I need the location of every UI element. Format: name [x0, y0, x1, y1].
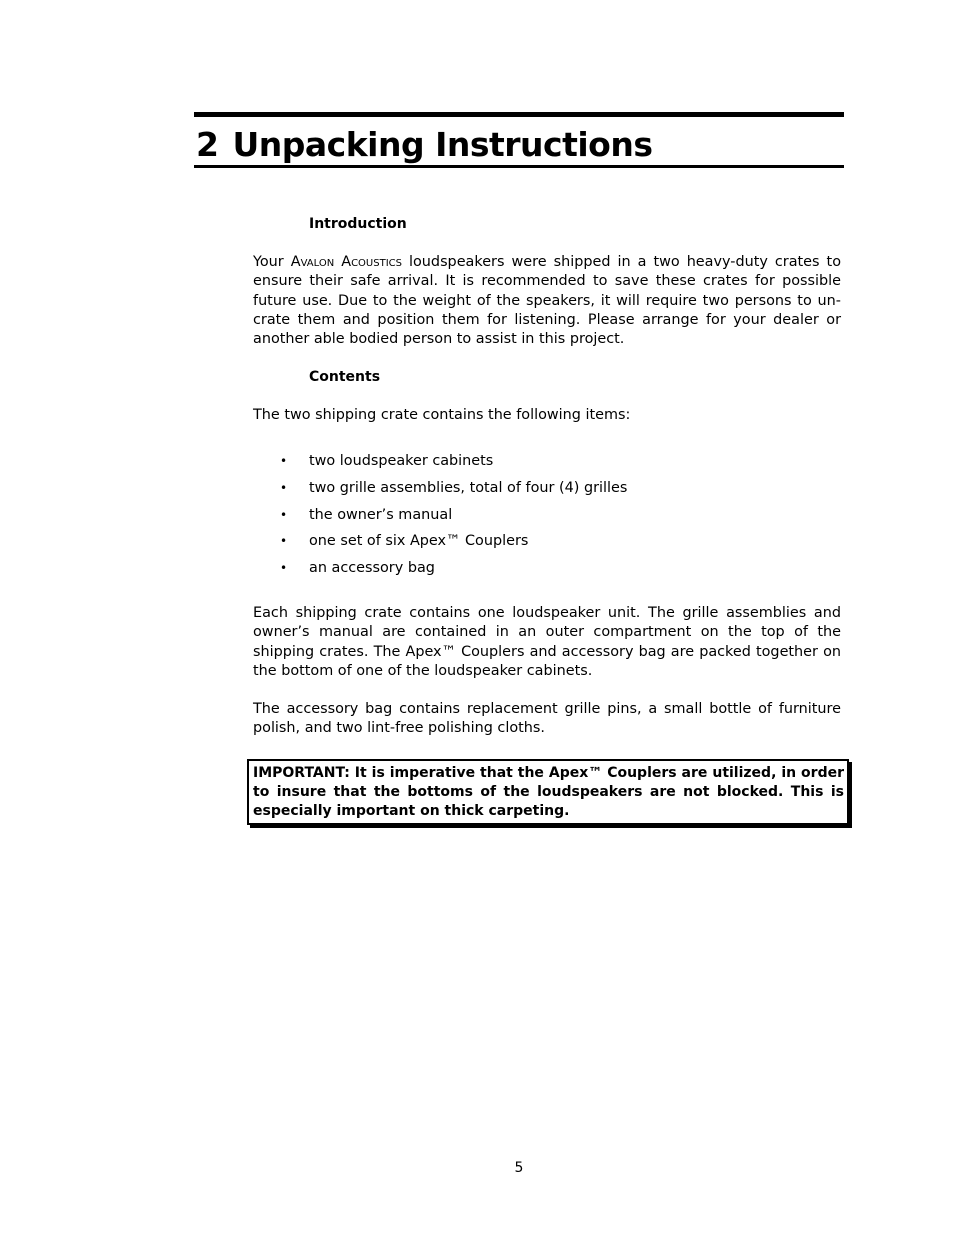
list-item-label: one set of six Apex™ Couplers	[309, 533, 529, 550]
list-item-label: two loudspeaker cabinets	[309, 453, 494, 469]
chapter-title	[196, 125, 652, 165]
shipping-crate-paragraph: Each shipping crate contains one loudspeaker unit. The grille assemblies and owner’s manual are contained in an outer compartment on the top of the shipping crates. The Apex™ Couplers and accessory bag are packed together on the bottom of one of the loudspeaker cabinets.	[253, 605, 841, 679]
important-note-box: IMPORTANT: It is imperative that the Apex™ Couplers are utilized, in order to insure that the bottoms of the loudspeakers are not blocked. This is especially important on thick carpeting.	[247, 759, 849, 825]
chapter-title-text: Unpacking Instructions	[232, 125, 653, 164]
chapter-heading	[194, 112, 844, 168]
intro-text-after-brand: loudspeakers were shipped in a two heavy-duty crates to ensure their safe arrival. It is recommended to save these crates for possible future use. Due to the weight of the speakers, it will require two persons to un-crate them and position them for listening. Please arrange for your dealer or another able bodied person to assist in this project.	[253, 254, 842, 348]
list-item	[253, 478, 813, 505]
bullet-icon: •	[280, 561, 288, 576]
bullet-icon: •	[280, 534, 288, 549]
contents-heading: Contents	[309, 369, 381, 385]
list-item-label: two grille assemblies, total of four (4) grilles	[309, 479, 628, 496]
list-item-label: an accessory bag	[309, 560, 435, 577]
chapter-number: 2	[196, 125, 219, 164]
introduction-paragraph	[253, 253, 841, 349]
accessory-bag-paragraph: The accessory bag contains replacement grille pins, a small bottle of furniture polish, and two lint-free polishing cloths.	[253, 701, 841, 737]
list-item	[253, 451, 813, 478]
page-number: 5	[514, 1160, 524, 1176]
intro-text-before-brand: Your	[253, 254, 291, 270]
contents-lead: The two shipping crate contains the following items:	[253, 407, 631, 423]
list-item	[253, 505, 813, 532]
bullet-icon: •	[280, 454, 288, 468]
contents-list	[253, 451, 813, 585]
introduction-heading: Introduction	[309, 216, 407, 232]
bullet-icon: •	[280, 507, 288, 522]
brand-name: Avalon Acoustics	[290, 254, 402, 270]
list-item	[253, 558, 813, 585]
list-item-label: the owner’s manual	[309, 506, 453, 523]
bullet-icon: •	[280, 480, 288, 495]
list-item	[253, 531, 813, 558]
